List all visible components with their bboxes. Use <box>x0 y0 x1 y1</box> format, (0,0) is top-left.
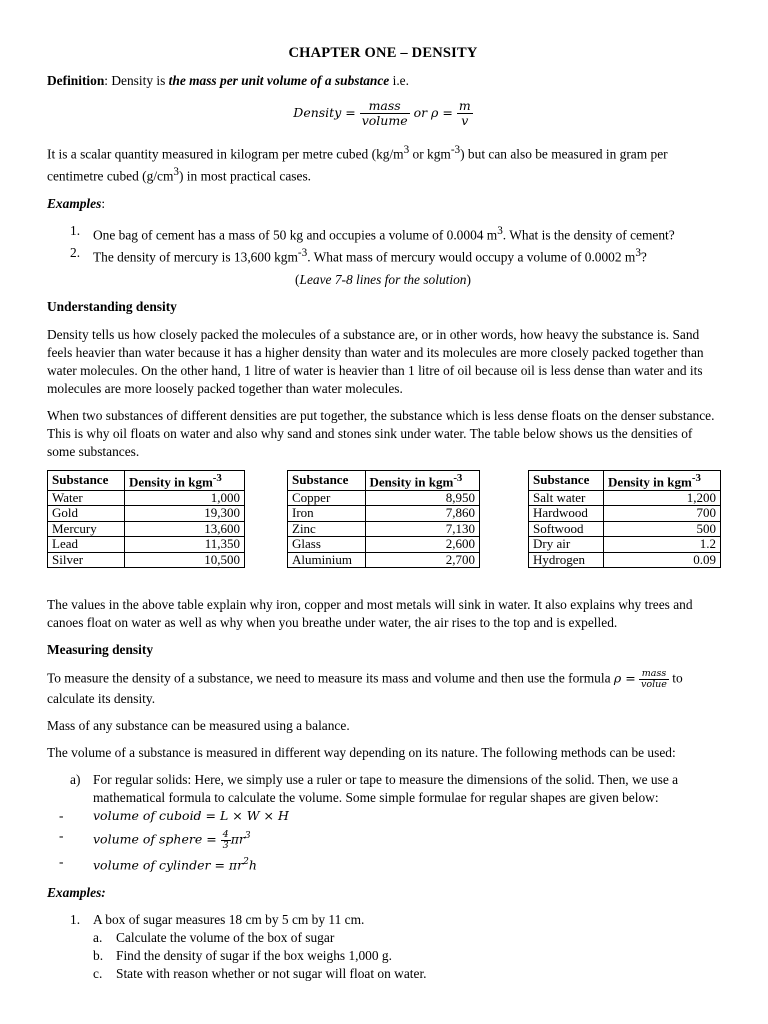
density-tables <box>47 470 719 574</box>
superscript: -3 <box>212 471 222 484</box>
text-run: to calculate its density. <box>47 670 683 706</box>
substance-cell: Hydrogen <box>529 552 604 568</box>
density-cell: 11,350 <box>125 537 245 553</box>
density-cell: 2,600 <box>365 537 479 553</box>
density-formula <box>47 99 719 133</box>
examples2-label: Examples: <box>47 885 106 901</box>
mass-over-volue-fraction <box>639 669 669 690</box>
table-row <box>288 552 480 568</box>
mass-over-volume-fraction <box>360 99 410 128</box>
list-marker: a) <box>70 771 81 787</box>
superscript: 3 <box>635 247 641 260</box>
table-row <box>529 552 721 568</box>
text-run: . What mass of mercury would occupy a volume of 0.0002 m <box>307 249 636 265</box>
definition-label: Definition <box>47 73 105 88</box>
list-number: 1. <box>70 912 81 928</box>
fraction-numerator: 4 <box>222 828 229 840</box>
measuring-paragraph <box>47 669 719 708</box>
table-row <box>48 490 245 506</box>
substance-cell: Mercury <box>48 521 125 537</box>
superscript: 3 <box>403 144 410 156</box>
examples-list <box>47 222 719 267</box>
dash-marker: - <box>59 853 64 869</box>
substance-cell: Salt water <box>529 490 604 506</box>
examples2-parts <box>93 929 719 983</box>
header-density <box>125 470 245 490</box>
text-run: To measure the density of a substance, we need to measure its mass and volume and then use the formula <box>47 670 614 686</box>
list-text: Find the density of sugar if the box weighs 1,000 g. <box>116 948 392 964</box>
table-row <box>288 506 480 522</box>
mass-paragraph: Mass of any substance can be measured using a balance. <box>47 717 350 733</box>
superscript: -3 <box>453 471 463 484</box>
definition-paragraph <box>47 72 719 90</box>
understanding-paragraph-2: When two substances of different densities are put together, the substance which is less dense floats on the denser substance. This is why oil floats on water and also why sand and stones sink under water. The table below shows us the densities of some substances. <box>47 407 715 459</box>
header-substance: Substance <box>288 470 366 490</box>
list-item <box>93 947 719 965</box>
list-marker: b. <box>93 948 104 964</box>
chapter-title: CHAPTER ONE – DENSITY <box>288 45 478 61</box>
list-item <box>70 911 719 983</box>
m-over-v-fraction <box>457 99 473 128</box>
table-row <box>48 521 245 537</box>
list-item <box>93 929 719 947</box>
formula-text: volume of cuboid = L × W × H <box>93 807 289 823</box>
table-header-row <box>48 470 245 490</box>
substance-cell: Iron <box>288 506 366 522</box>
density-cell: 8,950 <box>365 490 479 506</box>
examples-colon: : <box>101 195 106 211</box>
density-cell: 2,700 <box>365 552 479 568</box>
four-thirds-fraction <box>221 830 231 851</box>
list-marker: a. <box>93 930 103 946</box>
note-text: Leave 7-8 lines for the solution <box>299 271 467 287</box>
list-item <box>93 965 719 983</box>
table-row <box>288 490 480 506</box>
solution-note <box>47 271 719 289</box>
fraction-denominator: volue <box>641 678 667 690</box>
text-run: ) but can also be measured in gram per centimetre cubed (g/cm <box>47 146 668 184</box>
formula-text: volume of sphere = <box>93 831 221 847</box>
list-item <box>70 222 719 244</box>
examples-label-text: Examples <box>47 195 102 211</box>
table-row <box>529 506 721 522</box>
table-row <box>288 537 480 553</box>
rho-symbol: ρ = <box>613 670 636 686</box>
table-header-row <box>529 470 721 490</box>
text-run: One bag of cement has a mass of 50 kg and occupies a volume of 0.0004 m <box>93 227 498 243</box>
substance-cell: Softwood <box>529 521 604 537</box>
text-run: ( <box>295 271 300 287</box>
density-cell: 10,500 <box>125 552 245 568</box>
density-cell: 1,200 <box>604 490 721 506</box>
measuring-heading: Measuring density <box>47 641 154 657</box>
substance-cell: Dry air <box>529 537 604 553</box>
density-table-1 <box>47 470 245 568</box>
examples-label <box>47 195 719 213</box>
density-cell: 13,600 <box>125 521 245 537</box>
formula-lhs: Density = <box>293 105 356 120</box>
regular-solids-list <box>47 771 719 807</box>
text-run: It is a scalar quantity measured in kilogram per metre cubed (kg/m <box>47 146 404 162</box>
text-run: ) in most practical cases. <box>179 168 311 184</box>
list-item <box>70 771 719 807</box>
definition-emphasis: the mass per unit volume of a substance <box>168 73 390 88</box>
substance-cell: Silver <box>48 552 125 568</box>
substance-cell: Lead <box>48 537 125 553</box>
scalar-paragraph <box>47 141 719 186</box>
list-text: A box of sugar measures 18 cm by 5 cm by 11 cm. <box>93 912 365 928</box>
text-run: ) <box>466 271 471 287</box>
formula-sphere <box>47 827 719 851</box>
density-cell: 0.09 <box>604 552 721 568</box>
list-text: State with reason whether or not sugar will float on water. <box>116 966 427 982</box>
definition-post: i.e. <box>389 73 409 88</box>
formula-cylinder <box>47 853 719 874</box>
list-item <box>70 244 719 266</box>
list-marker: c. <box>93 966 103 982</box>
fraction-numerator: mass <box>360 99 410 114</box>
understanding-heading: Understanding density <box>47 298 177 314</box>
superscript: -3 <box>297 247 308 260</box>
header-substance: Substance <box>48 470 125 490</box>
table-row <box>48 537 245 553</box>
density-cell: 500 <box>604 521 721 537</box>
list-text: For regular solids: Here, we simply use a ruler or tape to measure the dimensions of the solid. Then, we use a mathematical formula to calculate the volume. Some simple formulae for regular shapes are given below: <box>93 771 679 805</box>
list-number: 1. <box>70 222 81 238</box>
table-header-row <box>288 470 480 490</box>
superscript: 3 <box>173 166 179 179</box>
density-table-2 <box>287 470 480 568</box>
header-density-text: Density in kgm <box>369 474 454 490</box>
formula-cuboid <box>47 807 719 825</box>
density-cell: 7,130 <box>365 521 479 537</box>
table-row <box>288 521 480 537</box>
density-cell: 1.2 <box>604 537 721 553</box>
superscript: -3 <box>450 144 461 156</box>
fraction-numerator: m <box>458 98 471 113</box>
fraction-denominator: v <box>461 113 469 128</box>
substance-cell: Gold <box>48 506 125 522</box>
text-run: The density of mercury is 13,600 kgm <box>93 249 298 265</box>
superscript: 2 <box>243 856 249 867</box>
dash-marker: - <box>59 807 64 823</box>
superscript: 3 <box>244 830 251 841</box>
header-substance: Substance <box>529 470 604 490</box>
table-row <box>48 552 245 568</box>
density-cell: 19,300 <box>125 506 245 522</box>
list-number: 2. <box>70 245 81 261</box>
table-row <box>529 521 721 537</box>
formula-text: h <box>248 857 257 873</box>
formula-text: volume of cylinder = πr <box>93 857 244 873</box>
density-table-3 <box>528 470 721 568</box>
list-text: Calculate the volume of the box of sugar <box>116 930 335 946</box>
header-density <box>604 470 721 490</box>
density-cell: 7,860 <box>365 506 479 522</box>
header-density <box>365 470 479 490</box>
text-run: ? <box>640 249 647 265</box>
formula-mid: or ρ = <box>413 105 453 120</box>
fraction-numerator: mass <box>639 669 669 680</box>
substance-cell: Zinc <box>288 521 366 537</box>
substance-cell: Aluminium <box>288 552 366 568</box>
dash-marker: - <box>59 827 64 843</box>
substance-cell: Hardwood <box>529 506 604 522</box>
definition-pre: : Density is <box>104 73 169 88</box>
substance-cell: Water <box>48 490 125 506</box>
fraction-denominator: 3 <box>222 839 229 851</box>
formula-text: πr <box>230 831 245 847</box>
fraction-denominator: volume <box>361 113 408 128</box>
density-cell: 1,000 <box>125 490 245 506</box>
superscript: -3 <box>691 471 701 484</box>
volume-paragraph: The volume of a substance is measured in different way depending on its nature. The following methods can be used: <box>47 744 676 760</box>
substance-cell: Glass <box>288 537 366 553</box>
document-page <box>47 40 719 983</box>
text-run: or kgm <box>409 146 451 162</box>
understanding-paragraph-1: Density tells us how closely packed the molecules of a substance are, or in other words, how heavy the substance is. Sand feels heavier than water because it has a higher density than water and its molecules are more closely packed together than water molecules. On the other hand, 1 litre of water is heavier than 1 litre of oil because oil is less dense than water and its molecules are more loosely packed together than water molecules. <box>47 326 704 396</box>
header-density-text: Density in kgm <box>129 474 213 490</box>
superscript: 3 <box>497 224 503 237</box>
table-row <box>48 506 245 522</box>
substance-cell: Copper <box>288 490 366 506</box>
examples2-list <box>47 911 719 983</box>
table-row <box>529 490 721 506</box>
density-cell: 700 <box>604 506 721 522</box>
table-row <box>529 537 721 553</box>
header-density-text: Density in kgm <box>608 474 692 490</box>
text-run: . What is the density of cement? <box>502 227 675 243</box>
values-paragraph: The values in the above table explain why iron, copper and most metals will sink in water. It also explains why trees and canoes float on water as well as why when you breathe under water, the air rises to the top and is expelled. <box>47 596 693 630</box>
